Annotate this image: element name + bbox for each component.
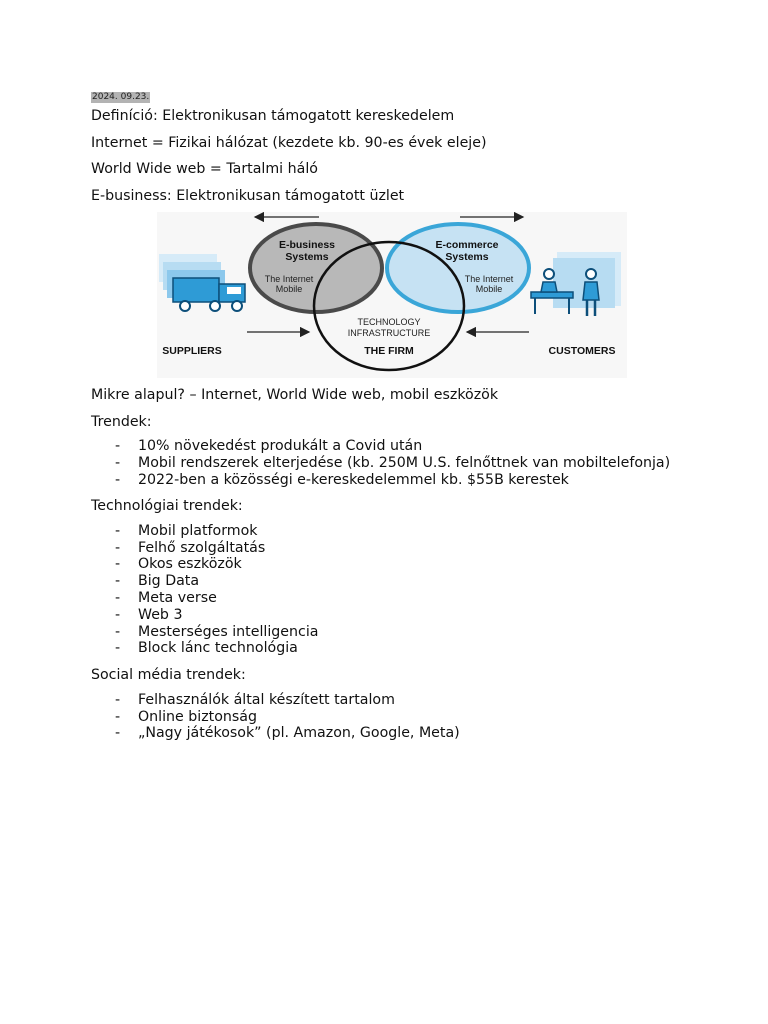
- www-paragraph: World Wide web = Tartalmi háló: [91, 161, 318, 177]
- social-trends-heading: Social média trendek:: [91, 667, 246, 684]
- list-item: [91, 573, 691, 590]
- dash-bullet: -: [115, 438, 121, 454]
- ecommerce-title-2: Systems: [445, 251, 489, 263]
- list-item: [91, 472, 691, 489]
- dash-bullet: -: [115, 573, 121, 590]
- ebusiness-sub-2: Mobile: [275, 284, 303, 294]
- trends-heading: Trendek:: [91, 413, 152, 430]
- list-item-text: Felhő szolgáltatás: [138, 539, 266, 556]
- list-item-text: 10% növekedést produkált a Covid után: [138, 438, 423, 454]
- list-item: [91, 438, 691, 455]
- ecommerce-ellipse: [387, 224, 529, 312]
- ecommerce-sub-2: Mobile: [475, 284, 503, 294]
- dash-bullet: -: [115, 590, 121, 607]
- tech-label-1: TECHNOLOGY: [357, 317, 421, 327]
- list-item: [91, 709, 691, 726]
- list-item-text: „Nagy játékosok” (pl. Amazon, Google, Meta): [138, 725, 460, 742]
- list-item: [91, 607, 691, 624]
- list-item-text: Meta verse: [138, 590, 217, 607]
- basis-paragraph: Mikre alapul? – Internet, World Wide web, mobil eszközök: [91, 387, 499, 403]
- dash-bullet: -: [115, 539, 121, 556]
- tech-trends-heading: Technológiai trendek:: [91, 498, 243, 515]
- dash-bullet: -: [115, 708, 121, 725]
- list-item-text: Okos eszközök: [138, 556, 242, 573]
- tech-trends-list: [91, 523, 691, 657]
- ebusiness-sub-1: The Internet: [264, 274, 314, 284]
- list-item-text: Mesterséges intelligencia: [138, 623, 319, 640]
- list-item-text: Block lánc technológia: [138, 640, 298, 657]
- dash-bullet: -: [115, 471, 121, 488]
- list-item: [91, 725, 691, 742]
- list-item-text: Web 3: [138, 606, 183, 623]
- ebusiness-paragraph: E-business: Elektronikusan támogatott üzlet: [91, 187, 405, 204]
- date-stamp: 2024. 09.23.: [92, 92, 150, 102]
- tech-label-2: INFRASTRUCTURE: [347, 328, 431, 338]
- ebusiness-title-2: Systems: [285, 251, 329, 263]
- dash-bullet: -: [115, 522, 121, 539]
- list-item: [91, 556, 691, 573]
- social-trends-list: [91, 692, 691, 742]
- dash-bullet: -: [115, 640, 121, 657]
- list-item-text: 2022-ben a közösségi e-kereskedelemmel kb. $55B kerestek: [138, 471, 569, 488]
- ebusiness-ellipse: [250, 224, 382, 312]
- list-item-text: Mobil rendszerek elterjedése (kb. 250M U.S. felnőttnek van mobiltelefonja): [138, 454, 671, 471]
- list-item-text: Big Data: [138, 573, 200, 590]
- dash-bullet: -: [115, 725, 121, 742]
- list-item-text: Mobil platformok: [138, 522, 258, 539]
- list-item-text: Online biztonság: [138, 708, 257, 725]
- document-page: [91, 84, 691, 751]
- ecommerce-title-1: E-commerce: [435, 239, 499, 251]
- list-item: [91, 523, 691, 540]
- dash-bullet: -: [115, 623, 121, 640]
- list-item: [91, 590, 691, 607]
- list-item-text: Felhasználók által készített tartalom: [138, 691, 395, 708]
- ebusiness-ecommerce-diagram: [157, 212, 627, 378]
- dash-bullet: -: [115, 454, 121, 471]
- dash-bullet: -: [115, 606, 121, 623]
- ecommerce-sub-1: The Internet: [464, 274, 514, 284]
- dash-bullet: -: [115, 691, 121, 708]
- list-item: [91, 624, 691, 641]
- customers-label: CUSTOMERS: [548, 345, 616, 357]
- list-item: [91, 455, 691, 472]
- definition-paragraph: Definíció: Elektronikusan támogatott kereskedelem: [91, 108, 455, 124]
- internet-paragraph: Internet = Fizikai hálózat (kezdete kb. 90-es évek eleje): [91, 134, 487, 151]
- trends-list: [91, 438, 691, 488]
- dash-bullet: -: [115, 556, 121, 573]
- list-item: [91, 692, 691, 709]
- firm-label: THE FIRM: [364, 345, 414, 357]
- suppliers-label: SUPPLIERS: [162, 345, 222, 357]
- list-item: [91, 540, 691, 557]
- ebusiness-title-1: E-business: [278, 239, 336, 251]
- list-item: [91, 640, 691, 657]
